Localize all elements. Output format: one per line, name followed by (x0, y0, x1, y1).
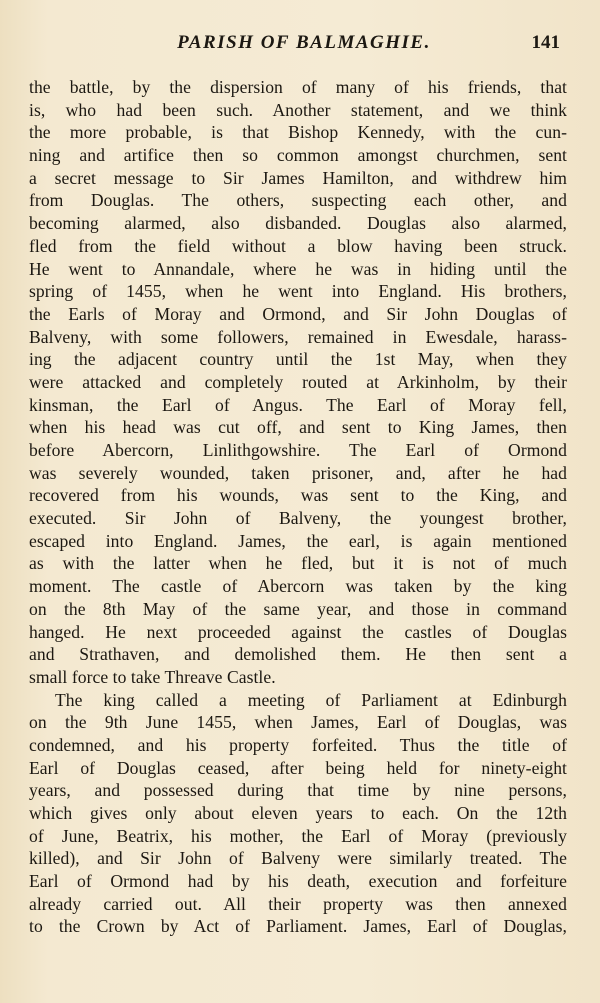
text-line: ing the adjacent country until the 1st May, when they (29, 349, 567, 370)
text-line: before Abercorn, Linlithgowshire. The Earl of Ormond (29, 440, 567, 460)
text-line: which gives only about eleven years to each. On the 12th (29, 803, 567, 823)
text-line: killed), and Sir John of Balveny were similarly treated. The (29, 848, 567, 869)
page-number: 141 (531, 32, 560, 53)
text-line: of June, Beatrix, his mother, the Earl of Moray (previously (29, 825, 567, 846)
text-line: the battle, by the dispersion of many of his friends, that (29, 77, 567, 97)
text-line: Earl of Ormond had by his death, execution and forfeiture (29, 871, 567, 892)
text-line: was severely wounded, taken prisoner, and, after he had (29, 462, 567, 483)
text-line: to the Crown by Act of Parliament. James, Earl of Douglas, (29, 916, 567, 937)
text-line: is, who had been such. Another statement, and we think (29, 99, 567, 120)
text-line: kinsman, the Earl of Angus. The Earl of Moray fell, (29, 394, 567, 415)
text-line: years, and possessed during that time by nine persons, (29, 780, 567, 801)
text-line: condemned, and his property forfeited. Thus the title of (29, 734, 567, 755)
text-line: were attacked and completely routed at Arkinholm, by their (29, 371, 567, 392)
page-title: PARISH OF BALMAGHIE. (177, 32, 431, 53)
text-line: when his head was cut off, and sent to King James, then (29, 417, 567, 438)
body-text (29, 76, 567, 938)
paragraph-end-line: small force to take Threave Castle. (29, 666, 276, 687)
text-line: a secret message to Sir James Hamilton, and withdrew him (29, 167, 567, 188)
text-line: and Strathaven, and demolished them. He then sent a (29, 644, 567, 665)
text-line: the more probable, is that Bishop Kennedy, with the cun- (29, 122, 567, 143)
text-line: executed. Sir John of Balveny, the youngest brother, (29, 508, 567, 529)
text-line: hanged. He next proceeded against the castles of Douglas (29, 621, 567, 642)
running-head (0, 30, 600, 60)
text-line: recovered from his wounds, was sent to the King, and (29, 485, 567, 506)
text-line: Balveny, with some followers, remained in Ewesdale, harass- (29, 326, 567, 347)
text-line: the Earls of Moray and Ormond, and Sir John Douglas of (29, 303, 567, 324)
text-line: already carried out. All their property was then annexed (29, 893, 567, 914)
text-line: ning and artifice then so common amongst churchmen, sent (29, 145, 567, 166)
text-line: fled from the field without a blow having been struck. (29, 235, 567, 256)
paragraph-start-line: The king called a meeting of Parliament at Edinburgh (55, 689, 567, 710)
text-line: from Douglas. The others, suspecting each other, and (29, 190, 567, 211)
text-line: becoming alarmed, also disbanded. Douglas also alarmed, (29, 213, 567, 234)
text-line: spring of 1455, when he went into England. His brothers, (29, 281, 567, 302)
text-line: on the 9th June 1455, when James, Earl of Douglas, was (29, 712, 567, 733)
text-line: on the 8th May of the same year, and those in command (29, 598, 567, 619)
text-line: moment. The castle of Abercorn was taken by the king (29, 576, 567, 597)
text-line: Earl of Douglas ceased, after being held for ninety-eight (29, 757, 567, 778)
text-line: He went to Annandale, where he was in hiding until the (29, 258, 567, 279)
text-line: as with the latter when he fled, but it is not of much (29, 553, 567, 574)
text-line: escaped into England. James, the earl, is again mentioned (29, 530, 567, 551)
